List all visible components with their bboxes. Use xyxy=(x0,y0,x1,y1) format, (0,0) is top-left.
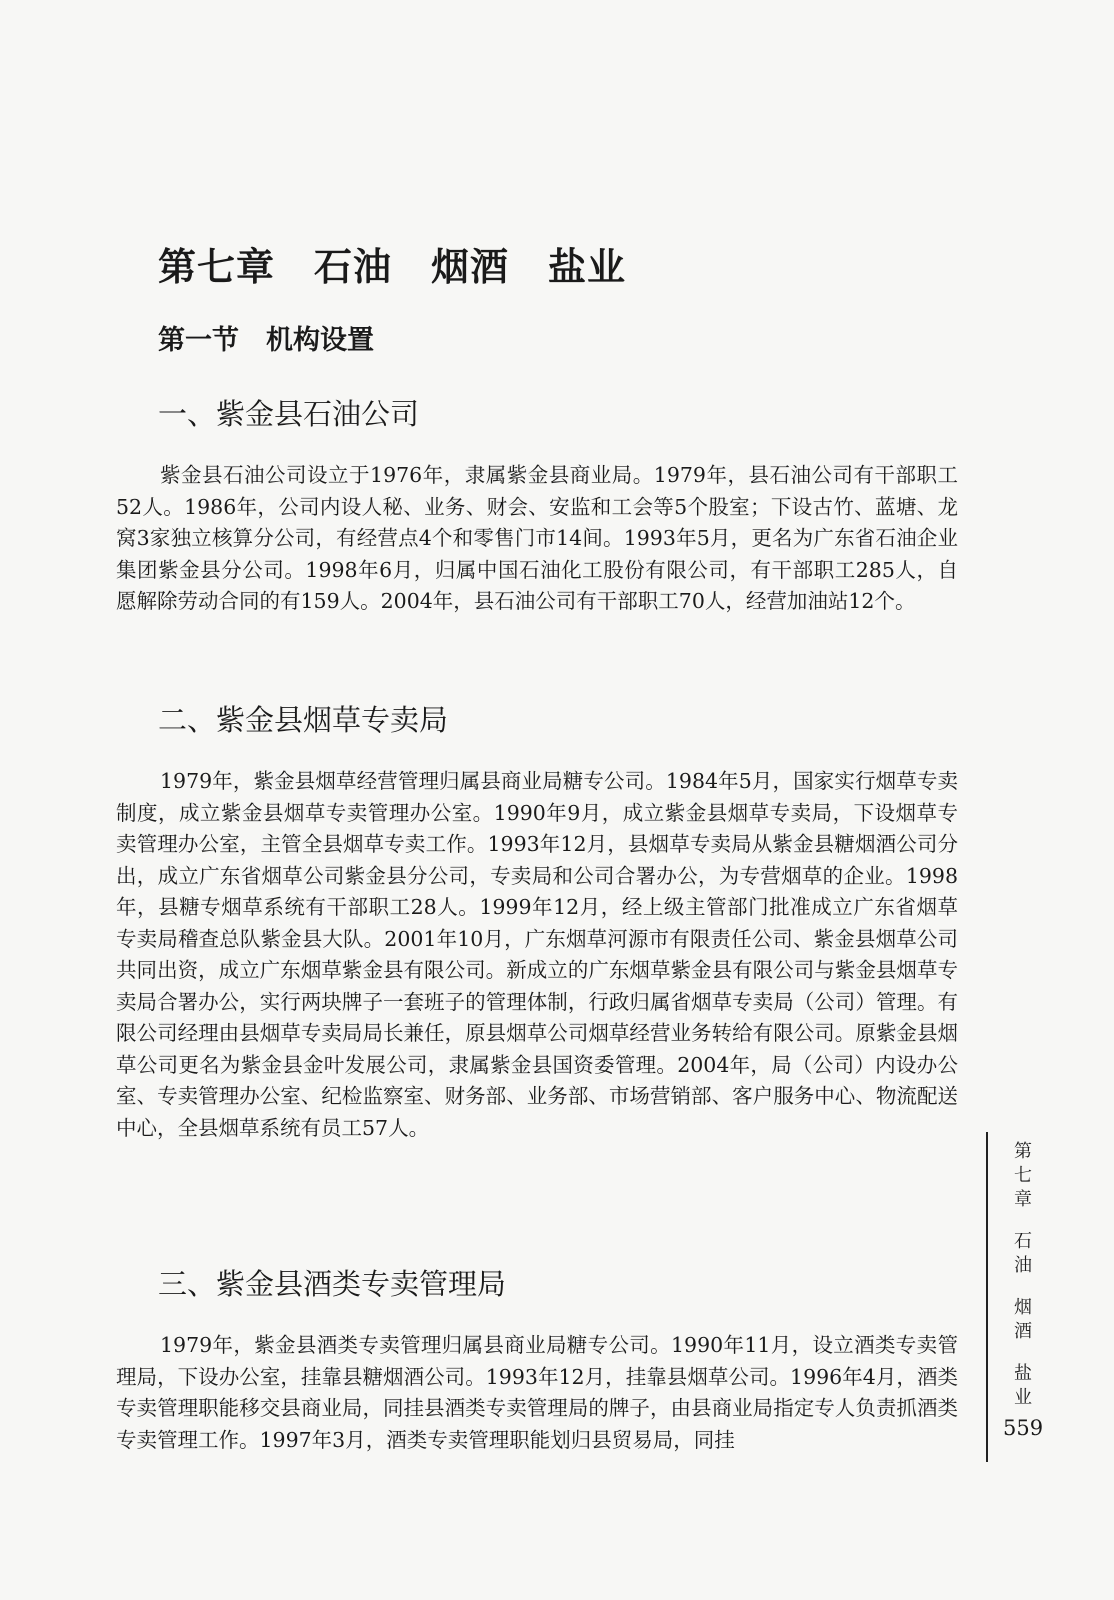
running-header-topic-3: 盐 业 xyxy=(1014,1363,1032,1408)
running-header-topic-2: 烟 酒 xyxy=(1014,1297,1032,1342)
subsection-heading-liquor: 三、紫金县酒类专卖管理局 xyxy=(158,1267,507,1301)
section-title: 第一节 机构设置 xyxy=(158,325,374,356)
running-header-chapter: 第 七 章 xyxy=(1014,1141,1032,1210)
subsection-heading-tobacco: 二、紫金县烟草专卖局 xyxy=(158,703,449,737)
margin-divider xyxy=(986,1132,988,1462)
paragraph-petroleum: 紫金县石油公司设立于1976年，隶属紫金县商业局。1979年，县石油公司有干部职工52人。1986年，公司内设人秘、业务、财会、安监和工会等5个股室；下设古竹、蓝塘、龙窝3家独立核算分公司，有经营点4个和零售门市14间。1993年5月，更名为广东省石油企业集团紫金县分公司。1998年6月，归属中国石油化工股份有限公司，有干部职工285人，自愿解除劳动合同的有159人。2004年，县石油公司有干部职工70人，经营加油站12个。 xyxy=(116,463,958,613)
paragraph-liquor: 1979年，紫金县酒类专卖管理归属县商业局糖专公司。1990年11月，设立酒类专卖管理局，下设办公室，挂靠县糖烟酒公司。1993年12月，挂靠县烟草公司。1996年4月，酒类专卖管理职能移交县商业局，同挂县酒类专卖管理局的牌子，由县商业局指定专人负责抓酒类专卖管理工作。1997年3月，酒类专卖管理职能划归县贸易局，同挂 xyxy=(116,1333,958,1452)
paragraph-tobacco: 1979年，紫金县烟草经营管理归属县商业局糖专公司。1984年5月，国家实行烟草专卖制度，成立紫金县烟草专卖管理办公室。1990年9月，成立紫金县烟草专卖局，下设烟草专卖管理办公室，主管全县烟草专卖工作。1993年12月，县烟草专卖局从紫金县糖烟酒公司分出，成立广东省烟草公司紫金县分公司，专卖局和公司合署办公，为专营烟草的企业。1998年，县糖专烟草系统有干部职工28人。1999年12月，经上级主管部门批准成立广东省烟草专卖局稽查总队紫金县大队。2001年10月，广东烟草河源市有限责任公司、紫金县烟草公司共同出资，成立广东烟草紫金县有限公司。新成立的广东烟草紫金县有限公司与紫金县烟草专卖局合署办公，实行两块牌子一套班子的管理体制，行政归属省烟草专卖局（公司）管理。有限公司经理由县烟草专卖局局长兼任，原县烟草公司烟草经营业务转给有限公司。原紫金县烟草公司更名为紫金县金叶发展公司，隶属紫金县国资委管理。2004年，局（公司）内设办公室、专卖管理办公室、纪检监察室、财务部、业务部、市场营销部、客户服务中心、物流配送中心，全县烟草系统有员工57人。 xyxy=(116,769,958,1140)
subsection-heading-petroleum: 一、紫金县石油公司 xyxy=(158,397,420,431)
running-header-topic-1: 石 油 xyxy=(1014,1231,1032,1276)
page-number: 559 xyxy=(1003,1416,1044,1440)
chapter-title: 第七章 石油 烟酒 盐业 xyxy=(158,245,627,289)
running-header xyxy=(1010,1140,1036,1410)
